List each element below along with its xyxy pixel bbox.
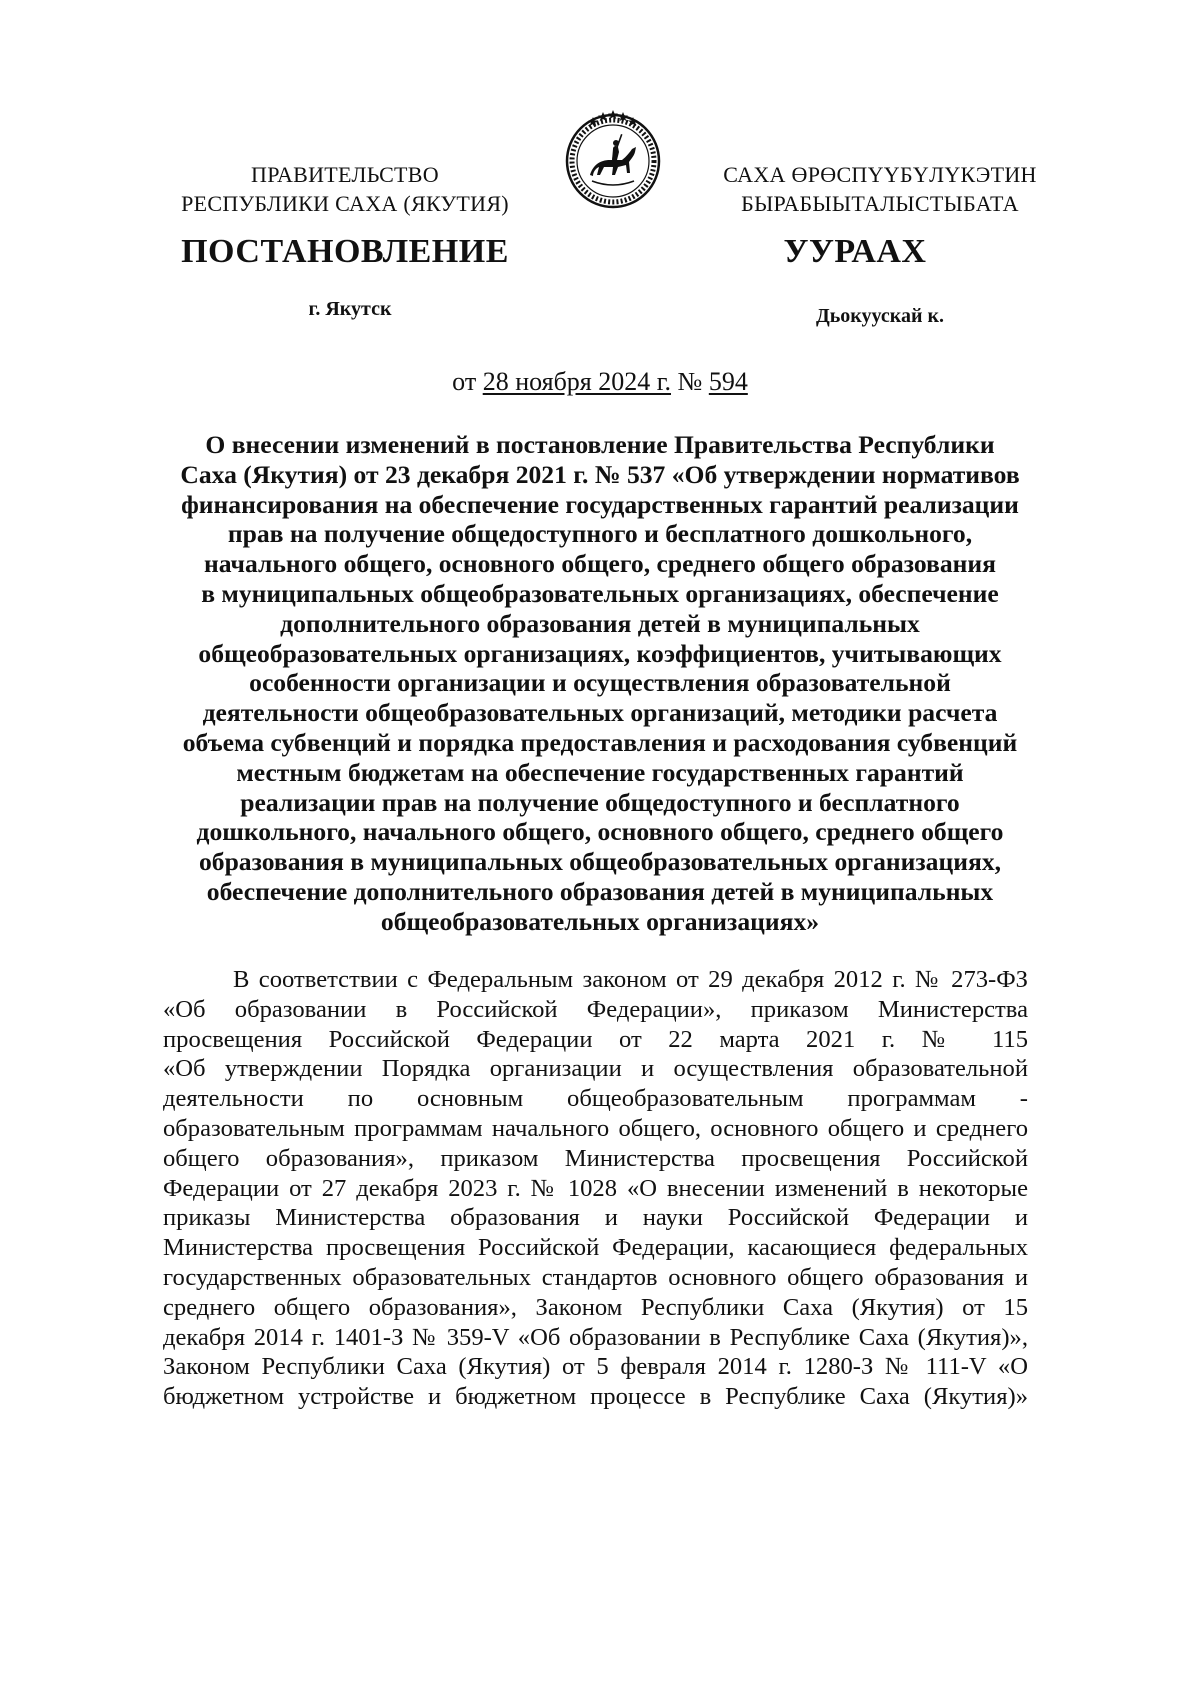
- body-line: деятельности по основным общеобразовательным программам -: [163, 1085, 1028, 1113]
- date-number-line: [0, 367, 1200, 397]
- government-name-sah: [670, 160, 1090, 218]
- title-line: дополнительного образования детей в муниципальных: [280, 608, 920, 638]
- title-line: особенности организации и осуществления образовательной: [249, 668, 951, 698]
- header-right-line: БЫРАБЫЫТАЛЫСТЫБАТА: [741, 191, 1019, 216]
- title-line: финансирования на обеспечение государственных гарантий реализации: [181, 489, 1019, 519]
- city-ru: г. Якутск: [308, 298, 392, 320]
- republic-sakha-emblem-icon: [560, 105, 666, 211]
- document-number: 594: [708, 367, 748, 396]
- body-line: «Об утверждении Порядка организации и осуществления образовательной: [163, 1055, 1028, 1083]
- title-line: прав на получение общедоступного и бесплатного дошкольного,: [227, 519, 973, 549]
- header-left-line: РЕСПУБЛИКИ САХА (ЯКУТИЯ): [181, 191, 509, 216]
- body-line: государственных образовательных стандартов основного общего образования и: [163, 1263, 1028, 1291]
- title-line: в муниципальных общеобразовательных организациях, обеспечение: [201, 578, 999, 608]
- body-line: общего образования», приказом Министерства просвещения Российской: [163, 1144, 1028, 1172]
- title-line: начального общего, основного общего, среднего общего образования: [204, 549, 996, 579]
- header-right-line: САХА ӨРӨСПҮҮБҮЛҮКЭТИН: [723, 162, 1037, 187]
- title-line: О внесении изменений в постановление Правительства Республики: [205, 430, 995, 459]
- title-line: деятельности общеобразовательных организаций, методики расчета: [202, 698, 998, 728]
- date-prefix: от: [452, 367, 477, 396]
- document-title: [150, 430, 1050, 937]
- body-line: Министерства просвещения Российской Федерации, касающиеся федеральных: [163, 1234, 1028, 1262]
- title-line: реализации прав на получение общедоступного и бесплатного: [240, 787, 960, 817]
- title-line: дошкольного, начального общего, основного общего, среднего общего: [196, 817, 1004, 847]
- body-line: просвещения Российской Федерации от 22 марта 2021 г. № 115: [163, 1025, 1028, 1053]
- title-line: обеспечение дополнительного образования детей в муниципальных: [206, 876, 994, 906]
- title-line: Саха (Якутия) от 23 декабря 2021 г. № 537 «Об утверждении нормативов: [180, 459, 1020, 489]
- body-line: декабря 2014 г. 1401-З № 359-V «Об образовании в Республике Саха (Якутия)»,: [163, 1323, 1028, 1351]
- body-line: приказы Министерства образования и науки Российской Федерации и: [163, 1204, 1028, 1232]
- government-name-ru: [140, 160, 550, 218]
- title-line: местным бюджетам на обеспечение государственных гарантий: [236, 757, 964, 787]
- body-line: бюджетном устройстве и бюджетном процессе в Республике Саха (Якутия)»: [163, 1383, 1028, 1411]
- title-line: образования в муниципальных общеобразовательных организациях,: [198, 847, 1002, 877]
- document-type-ru: ПОСТАНОВЛЕНИЕ: [181, 233, 509, 270]
- body-line: В соответствии с Федеральным законом от 29 декабря 2012 г. № 273-ФЗ: [233, 966, 1028, 993]
- body-line: «Об образовании в Российской Федерации», приказом Министерства: [163, 995, 1028, 1023]
- body-line: Федерации от 27 декабря 2023 г. № 1028 «О внесении изменений в некоторые: [163, 1174, 1028, 1202]
- body-line: образовательным программам начального общего, основного общего и среднего: [163, 1114, 1028, 1142]
- city-sah: Дьокуускай к.: [815, 305, 945, 327]
- preamble-paragraph: [163, 965, 1028, 1412]
- number-sign: №: [677, 367, 703, 396]
- document-date: 28 ноября 2024 г.: [482, 367, 671, 396]
- body-line: Законом Республики Саха (Якутия) от 5 февраля 2014 г. 1280-З № 111-V «О: [163, 1353, 1028, 1381]
- document-type-sah: УУРААХ: [783, 233, 927, 270]
- title-line: общеобразовательных организациях, коэффициентов, учитывающих: [198, 638, 1002, 668]
- header-left-line: ПРАВИТЕЛЬСТВО: [251, 162, 439, 187]
- title-line: общеобразовательных организациях»: [380, 906, 820, 936]
- title-line: объема субвенций и порядка предоставления и расходования субвенций: [182, 727, 1018, 757]
- body-line: среднего общего образования», Законом Республики Саха (Якутия) от 15: [163, 1293, 1028, 1321]
